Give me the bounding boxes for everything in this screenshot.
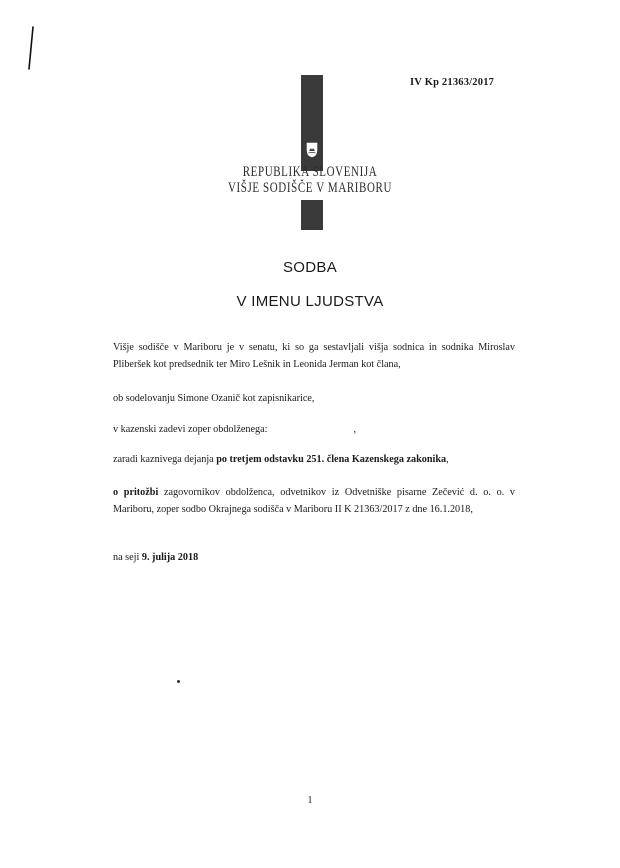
page-number: 1: [307, 795, 313, 806]
paragraph-recorder: ob sodelovanju Simone Ozanič kot zapisnikarice,: [113, 393, 315, 404]
document-subtitle: V IMENU LJUDSTVA: [236, 293, 384, 310]
session-prefix: na seji: [113, 552, 142, 563]
paragraph-senate: Višje sodišče v Mariboru je v senatu, ki so ga sestavljali višja sodnica in sodnika Miroslav Pliberšek kot predsednik ter Miro Lešnik in Leonida Jerman kot člana,: [113, 342, 515, 370]
case-number: IV Kp 21363/2017: [410, 77, 495, 88]
defendant-trailing-comma: ,: [353, 424, 356, 435]
document-title: SODBA: [282, 259, 337, 276]
offence-prefix: zaradi kaznivega dejanja: [113, 454, 217, 465]
emblem-bar-bottom: [301, 200, 323, 230]
defendant-label: v kazenski zadevi zoper obdolženega:: [113, 424, 268, 435]
paragraph-defendant: [113, 421, 515, 438]
offence-suffix: ,: [446, 454, 449, 465]
court-name-line-2: VIŠJE SODIŠČE V MARIBORU: [227, 179, 393, 197]
handwritten-stroke: [28, 26, 34, 70]
paragraph-offence: [113, 451, 515, 468]
coat-of-arms-icon: [306, 142, 318, 158]
paragraph-session: [113, 549, 515, 566]
court-name-line-1: REPUBLIKA SLOVENIJA: [242, 163, 378, 181]
paragraph-appeal: [113, 484, 515, 518]
appeal-lead: o pritožbi: [113, 487, 159, 498]
offence-article: po tretjem odstavku 251. člena Kazenskega zakonika: [216, 454, 447, 465]
appeal-text: zagovornikov obdolženca, odvetnikov iz Odvetniške pisarne Zečević d. o. o. v Mariboru, zoper sodbo Okrajnega sodišča v Mariboru II K 21363/2017 z dne 16.1.2018,: [113, 487, 515, 515]
stray-mark: [177, 680, 180, 683]
session-date: 9. julija 2018: [141, 552, 199, 563]
